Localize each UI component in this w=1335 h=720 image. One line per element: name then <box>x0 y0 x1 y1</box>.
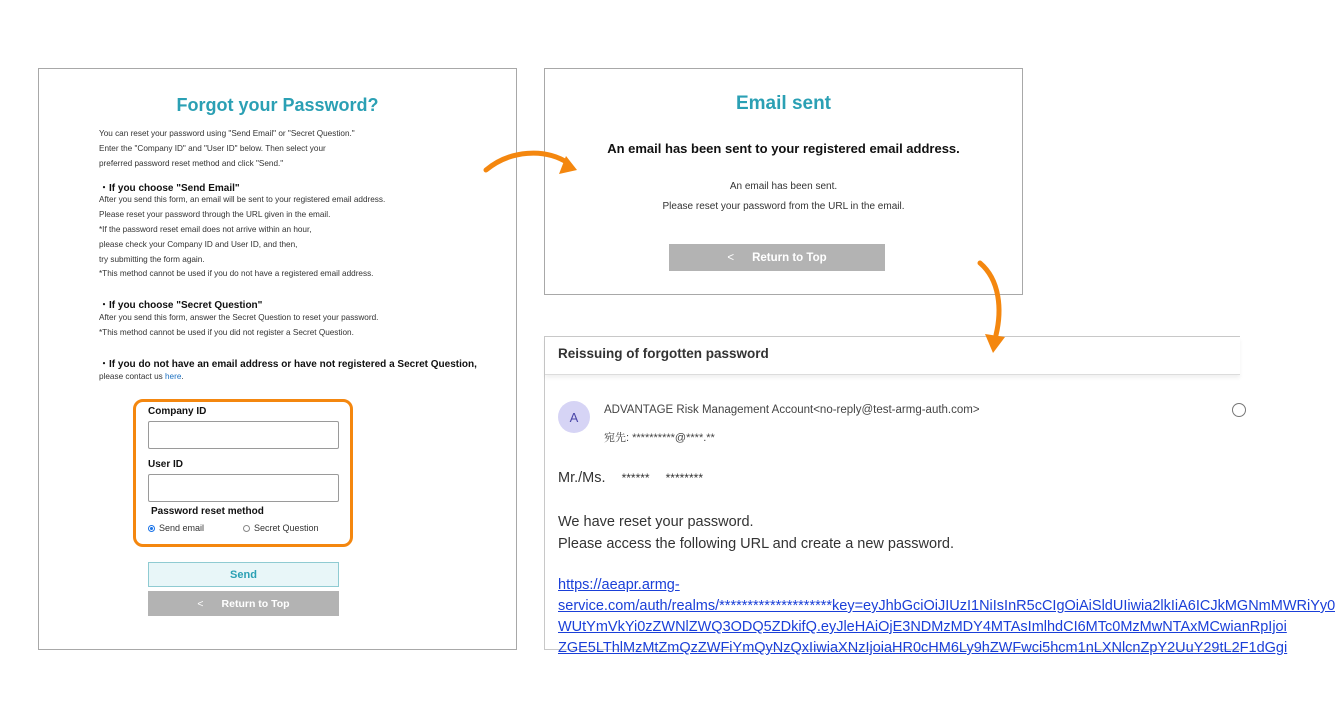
return-to-top-label: Return to Top <box>752 251 827 264</box>
recipient-address: **********@****.** <box>632 432 715 444</box>
radio-secret-question-label: Secret Question <box>254 523 319 533</box>
email-info-line: try submitting the form again. <box>99 255 205 264</box>
email-info-line: Please reset your password through the URL given in the email. <box>99 210 331 219</box>
reset-url-link[interactable]: https://aeapr.armg- <box>558 577 680 593</box>
reset-method-label: Password reset method <box>151 506 264 517</box>
send-email-heading: ・If you choose "Send Email" <box>99 183 240 194</box>
greeting-prefix: Mr./Ms. <box>558 470 606 486</box>
greeting-name: ******** <box>665 471 703 485</box>
send-button[interactable]: Send <box>148 562 339 587</box>
email-info-line: please check your Company ID and User ID, and then, <box>99 240 298 249</box>
sender-avatar: A <box>558 401 590 433</box>
company-id-label: Company ID <box>148 406 207 417</box>
intro-line: You can reset your password using "Send Email" or "Secret Question." <box>99 129 355 138</box>
question-info-line: *This method cannot be used if you did not register a Secret Question. <box>99 328 354 337</box>
email-info-line: After you send this form, an email will be sent to your registered email address. <box>99 195 386 204</box>
contact-here-link[interactable]: here <box>165 372 182 381</box>
email-sent-title: Email sent <box>735 93 832 114</box>
reset-url-link[interactable]: ZGE5LThlMzMtZmQzZWFiYmQyNzQxIiwiaXNzIjoiaHR0cHM6Ly9hZWFwci5hcm1nLXNlcnZpY2UuY29tL2F1dGgi <box>558 640 1288 656</box>
reset-url-link[interactable]: WUtYmVkYi0zZWNlZWQ3ODQ5ZDkifQ.eyJleHAiOjE3NDMzMDY4MTAsImlhdCI6MTc0MzMwNTAxMCwianRpIjoi <box>558 619 1287 635</box>
contact-suffix: . <box>181 372 184 381</box>
secret-question-heading: ・If you choose "Secret Question" <box>99 300 263 311</box>
email-info-line: *This method cannot be used if you do not have a registered email address. <box>99 269 374 278</box>
return-to-top-label: Return to Top <box>221 597 290 610</box>
reset-url-link[interactable]: service.com/auth/realms/********************key=eyJhbGciOiJIUzI1NiIsInR5cCIgOiAiSldUIiwia2lkIiA6ICJkMGNmMWRiYy0 <box>558 598 1335 614</box>
email-sent-line: Please reset your password from the URL in the email. <box>662 201 905 212</box>
intro-line: Enter the "Company ID" and "User ID" below. Then select your <box>99 144 326 153</box>
greeting-name: ****** <box>621 471 650 485</box>
radio-send-email-label: Send email <box>159 523 205 533</box>
no-email-heading: ・If you do not have an email address or have not registered a Secret Question, <box>99 359 477 370</box>
arrow-down-icon <box>980 263 999 335</box>
contact-prefix: please contact us <box>99 372 165 381</box>
chevron-left-icon: < <box>197 597 204 610</box>
email-subject: Reissuing of forgotten password <box>545 337 1240 375</box>
email-info-line: *If the password reset email does not arrive within an hour, <box>99 225 312 234</box>
forgot-title: Forgot your Password? <box>176 95 379 115</box>
chevron-left-icon: < <box>727 251 735 264</box>
email-sent-line: An email has been sent. <box>729 181 838 192</box>
arrowhead-down-icon <box>985 334 1005 353</box>
body-line: Please access the following URL and create a new password. <box>558 536 955 552</box>
email-sent-bold-message: An email has been sent to your registered email address. <box>607 141 960 156</box>
question-info-line: After you send this form, answer the Secret Question to reset your password. <box>99 313 379 322</box>
intro-line: preferred password reset method and click "Send." <box>99 159 284 168</box>
sender-address: ADVANTAGE Risk Management Account<no-reply@test-armg-auth.com> <box>604 404 980 416</box>
user-id-label: User ID <box>148 459 184 470</box>
body-line: We have reset your password. <box>558 514 754 530</box>
arrow-right-icon <box>486 153 568 170</box>
recipient-label: 宛先: <box>604 432 630 444</box>
